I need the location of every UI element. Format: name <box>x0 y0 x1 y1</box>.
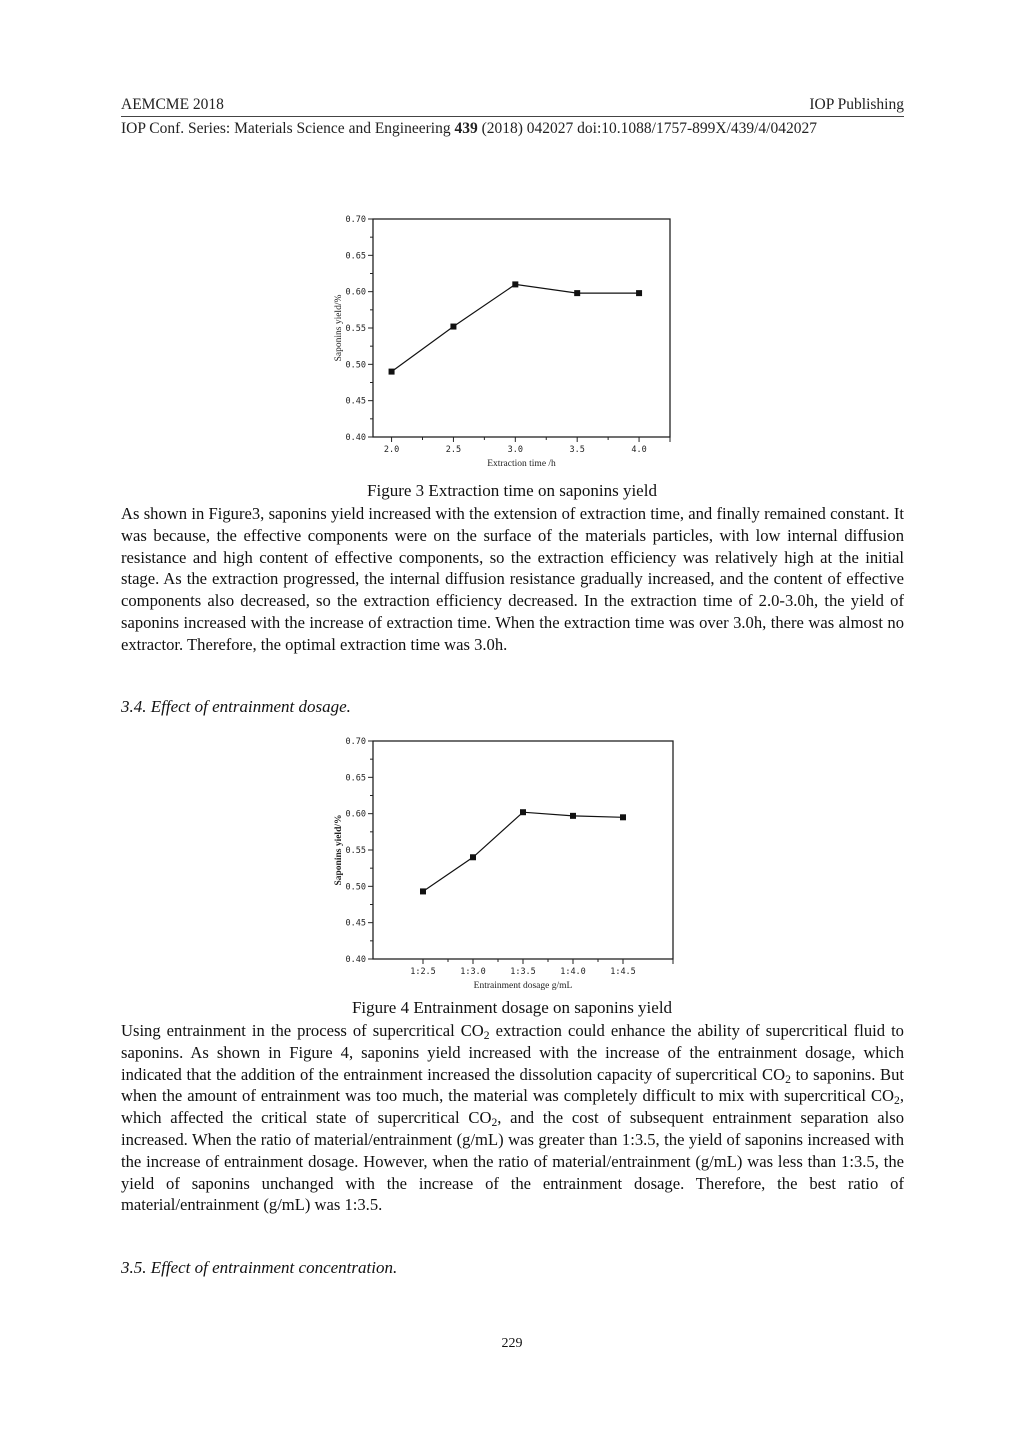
para2-part5: , and the cost of subsequent entrainment separation also increased. When the ratio of material/entrainment (g/mL) was greater than 1:3.5, the yield of saponins increased with the increase of entrainment dosage. However, when the ratio of material/entrainment (g/mL) was less than 1:3.5, the yield of saponins unchanged with the increase of the entrainment dosage. Therefore, the best ratio of material/entrainment (g/mL) was 1:3.5. <box>121 1108 904 1215</box>
data-point <box>520 809 526 815</box>
figure4-caption: Figure 4 Entrainment dosage on saponins yield <box>351 998 673 1017</box>
data-point <box>420 888 426 894</box>
series-prefix: IOP Conf. Series: Materials Science and Engineering <box>121 120 455 137</box>
page-number: 229 <box>501 1336 523 1351</box>
x-tick-label: 4.0 <box>631 445 647 455</box>
x-tick-label: 1:3.0 <box>460 967 486 977</box>
para2-part3: to saponins. But when the amount of entrainment was too much, the material was completely difficult to mix with supercritical CO <box>121 1064 904 1106</box>
x-tick-label: 3.5 <box>569 445 585 455</box>
data-point <box>470 854 476 860</box>
series-line <box>423 812 623 891</box>
section-3-5-heading: 3.5. Effect of entrainment concentration. <box>121 1258 398 1277</box>
x-tick-label: 1:4.5 <box>610 967 636 977</box>
y-tick-label: 0.55 <box>345 846 366 856</box>
y-axis-title: Saponins yield/% <box>334 294 344 362</box>
y-tick-label: 0.50 <box>345 360 366 371</box>
y-axis-title: Saponins yield/% <box>334 814 344 886</box>
paragraph-entrainment-dosage <box>121 1020 904 1216</box>
x-tick-label: 1:3.5 <box>510 967 536 977</box>
x-tick-label: 1:4.0 <box>560 967 586 977</box>
y-tick-label: 0.40 <box>345 955 366 965</box>
y-tick-label: 0.45 <box>345 918 366 929</box>
data-point <box>620 814 626 820</box>
plot-frame <box>373 741 673 959</box>
x-tick-label: 3.0 <box>507 445 523 455</box>
x-tick-label: 2.5 <box>445 445 462 455</box>
y-tick-label: 0.60 <box>345 287 366 298</box>
x-axis-title: Entrainment dosage g/mL <box>473 981 573 991</box>
paragraph-extraction-time: As shown in Figure3, saponins yield increased with the extension of extraction time, and finally remained constant. It was because, the effective components were on the surface of the materials particles, with low internal diffusion resistance and high content of effective components, so the extraction efficiency was relatively high at the initial stage. As the extraction progressed, the internal diffusion resistance gradually increased, and the content of effective components also decreased, so the extraction efficiency decreased. In the extraction time of 2.0-3.0h, the yield of saponins increased with the increase of extraction time. When the extraction time was over 3.0h, there was almost no extractor. Therefore, the optimal extraction time was 3.0h. <box>121 504 904 654</box>
series-suffix: (2018) 042027 doi:10.1088/1757-899X/439/4/042027 <box>477 120 817 137</box>
subscript-2: 2 <box>894 1094 900 1108</box>
subscript-2: 2 <box>483 1029 490 1042</box>
subscript-2: 2 <box>491 1116 498 1130</box>
y-tick-label: 0.70 <box>345 737 366 747</box>
x-tick-label: 2.0 <box>383 445 400 455</box>
subscript-2: 2 <box>785 1072 791 1086</box>
y-tick-label: 0.65 <box>345 251 366 262</box>
publisher-name: IOP Publishing <box>809 96 904 113</box>
figure3-caption: Figure 3 Extraction time on saponins yield <box>367 481 657 500</box>
para2-part4: , which affected the critical state of supercritical CO <box>121 1086 904 1128</box>
para2-part2: extraction could enhance the ability of supercritical fluid to saponins. As shown in Figure 4, saponins yield increased with the increase of the entrainment dosage, which indicated that the addition of the entrainment increased the dissolution capacity of supercritical CO <box>121 1021 904 1084</box>
data-point <box>570 813 576 819</box>
y-tick-label: 0.65 <box>345 773 366 784</box>
conference-name: AEMCME 2018 <box>121 96 224 113</box>
y-tick-label: 0.45 <box>345 396 366 407</box>
x-axis-title: Extraction time /h <box>487 459 556 469</box>
y-tick-label: 0.40 <box>345 433 366 443</box>
x-tick-label: 1:2.5 <box>410 967 436 977</box>
y-tick-label: 0.55 <box>345 324 366 334</box>
para2-part1: Using entrainment in the process of supercritical CO <box>121 1021 484 1040</box>
y-tick-label: 0.50 <box>345 882 366 893</box>
section-3-4-heading: 3.4. Effect of entrainment dosage. <box>121 697 351 716</box>
series-volume: 439 <box>454 120 478 137</box>
y-tick-label: 0.70 <box>345 215 366 225</box>
y-tick-label: 0.60 <box>345 809 366 820</box>
